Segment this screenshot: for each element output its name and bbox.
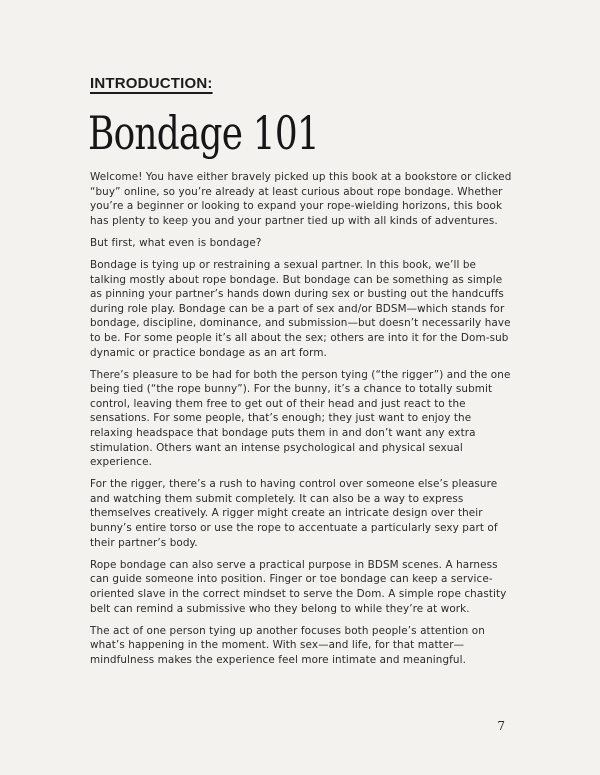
paragraph-2: But first, what even is bondage? <box>90 236 262 249</box>
paragraph-1: Welcome! You have either bravely picked up this book at a bookstore or clicked “buy” online, so you’re already at least curious about rope bondage. Whether you’re a beginner or looking to expand your rope-wielding horizons, this book has plenty to keep you and your partner tied up with all kinds of adventures. <box>90 171 512 227</box>
paragraph-4: There’s pleasure to be had for both the person tying (“the rigger”) and the one being tied (“the rope bunny”). For the bunny, it’s a chance to totally submit control, leaving them free to get out of their head and just react to the sensations. For some people, that’s enough; they just want to enjoy the relaxing headspace that bondage puts them in and don’t want any extra stimulation. Others want an intense psychological and physical sexual experience. <box>90 368 511 469</box>
page-title: Bondage 101 <box>88 106 319 160</box>
paragraph-7: The act of one person tying up another focuses both people’s attention on what’s happening in the moment. With sex—and life, for that matter—mindfulness makes the experience feel more intimate and meaningful. <box>90 624 485 666</box>
paragraph-3: Bondage is tying up or restraining a sexual partner. In this book, we’ll be talking mostly about rope bondage. But bondage can be something as simple as pinning your partner’s hands down during sex or busting out the handcuffs during role play. Bondage can be a part of sex and/or BDSM—which stands for bondage, discipline, dominance, and submission—but doesn’t necessarily have to be. For some people it’s all about the sex; others are into it for the Dom-sub dynamic or practice bondage as an art form. <box>90 258 511 359</box>
page-number: 7 <box>497 719 505 733</box>
paragraph-5: For the rigger, there’s a rush to having control over someone else’s pleasure and watching them submit completely. It can also be a way to express themselves creatively. A rigger might create an intricate design over their bunny’s entire torso or use the rope to accentuate a particularly sexy part of their partner’s body. <box>90 478 498 549</box>
section-label: INTRODUCTION: <box>90 75 213 92</box>
paragraph-6: Rope bondage can also serve a practical purpose in BDSM scenes. A harness can guide someone into position. Finger or toe bondage can keep a service-oriented slave in the correct mindset to serve the Dom. A simple rope chastity belt can remind a submissive who they belong to while they’re at work. <box>90 558 507 615</box>
body-text <box>90 170 512 667</box>
